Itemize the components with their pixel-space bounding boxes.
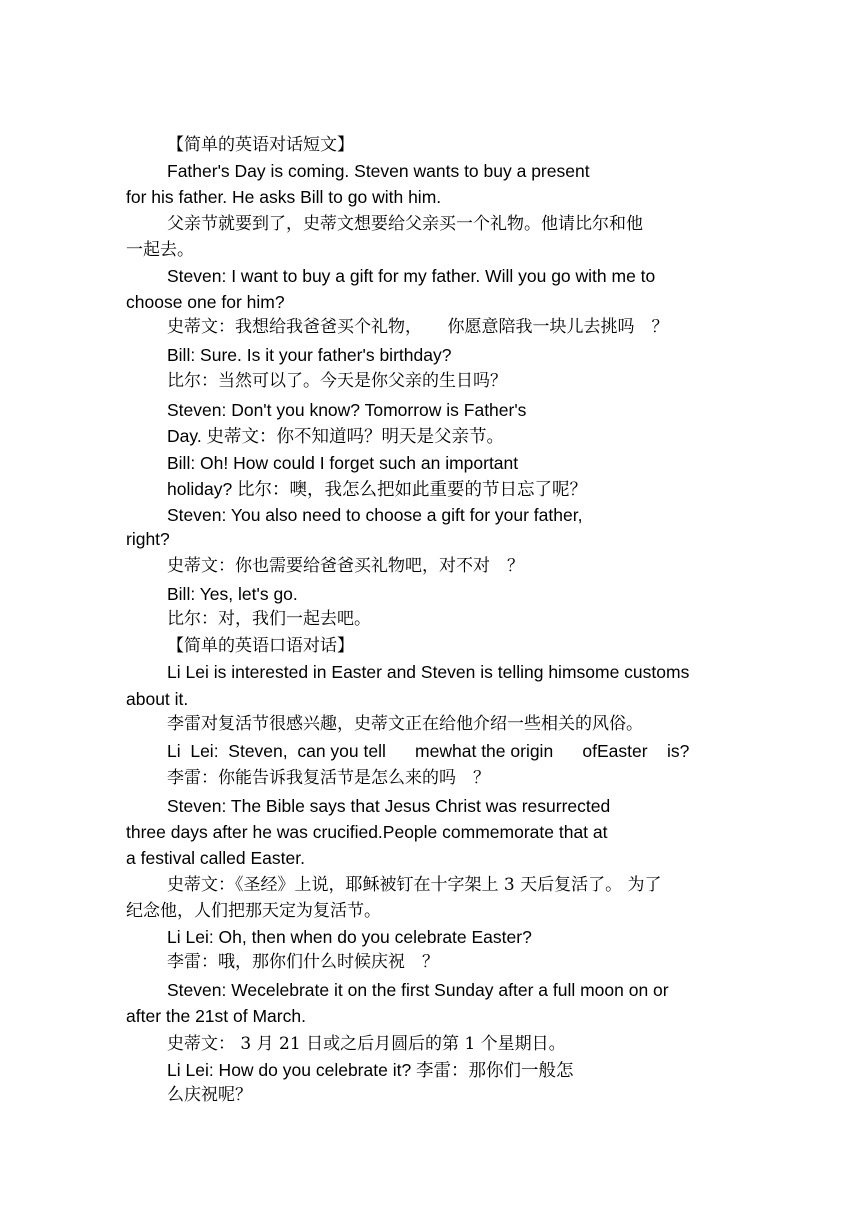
- text-line: 李雷：哦，那你们什么时候庆祝 ？: [167, 952, 439, 972]
- text-line: Steven: Don't you know? Tomorrow is Father's: [167, 400, 527, 420]
- text-line: 史蒂文：我想给我爸爸买个礼物， 你愿意陪我一块儿去挑吗 ？: [167, 317, 669, 337]
- text-line: three days after he was crucified.People commemorate that at: [126, 822, 608, 842]
- text-line: choose one for him?: [126, 292, 285, 312]
- section-heading: 【简单的英语对话短文】: [167, 135, 354, 155]
- text-line: Bill: Oh! How could I forget such an important: [167, 453, 519, 473]
- text-line: 父亲节就要到了，史蒂文想要给父亲买一个礼物。他请比尔和他: [167, 214, 643, 234]
- text-line: Li Lei: Oh, then when do you celebrate Easter?: [167, 927, 532, 947]
- text-line: Li Lei: Steven, can you tell mewhat the origin ofEaster is?: [167, 741, 690, 761]
- text-line: holiday? 比尔：噢，我怎么把如此重要的节日忘了呢？: [167, 479, 588, 499]
- text-line: Bill: Sure. Is it your father's birthday?: [167, 345, 452, 365]
- text-line: 么庆祝呢？: [167, 1085, 252, 1105]
- section-heading: 【简单的英语口语对话】: [167, 636, 354, 656]
- text-line: a festival called Easter.: [126, 848, 305, 868]
- text-line: 一起去。: [126, 240, 194, 260]
- text-line: 史蒂文：你也需要给爸爸买礼物吧，对不对 ？: [167, 556, 524, 576]
- text-line: after the 21st of March.: [126, 1006, 306, 1026]
- text-line: Steven: You also need to choose a gift for your father,: [167, 505, 583, 525]
- text-line: 比尔：对，我们一起去吧。: [167, 609, 371, 629]
- text-line: for his father. He asks Bill to go with him.: [126, 187, 442, 207]
- text-line: Father's Day is coming. Steven wants to buy a present: [167, 161, 590, 181]
- text-line: 史蒂文： 3 月 21 日或之后月圆后的第 1 个星期日。: [167, 1034, 566, 1054]
- text-line: 纪念他，人们把那天定为复活节。: [126, 901, 381, 921]
- text-line: Steven: Wecelebrate it on the first Sunday after a full moon on or: [167, 980, 669, 1000]
- text-line: Li Lei is interested in Easter and Steven is telling himsome customs: [167, 662, 690, 682]
- text-line: 史蒂文：《圣经》上说，耶稣被钉在十字架上 3 天后复活了。 为了: [167, 875, 662, 895]
- text-line: 李雷对复活节很感兴趣，史蒂文正在给他介绍一些相关的风俗。: [167, 714, 643, 734]
- text-line: Steven: The Bible says that Jesus Christ was resurrected: [167, 796, 611, 816]
- text-line: Day. 史蒂文：你不知道吗？明天是父亲节。: [167, 426, 505, 446]
- text-line: 比尔：当然可以了。今天是你父亲的生日吗？: [167, 371, 507, 391]
- text-line: about it.: [126, 689, 189, 709]
- text-line: Steven: I want to buy a gift for my father. Will you go with me to: [167, 266, 656, 286]
- text-line: Bill: Yes, let's go.: [167, 584, 298, 604]
- text-line: 李雷：你能告诉我复活节是怎么来的吗 ？: [167, 768, 490, 788]
- text-line: right?: [126, 529, 170, 549]
- text-line: Li Lei: How do you celebrate it? 李雷：那你们一般怎: [167, 1060, 574, 1080]
